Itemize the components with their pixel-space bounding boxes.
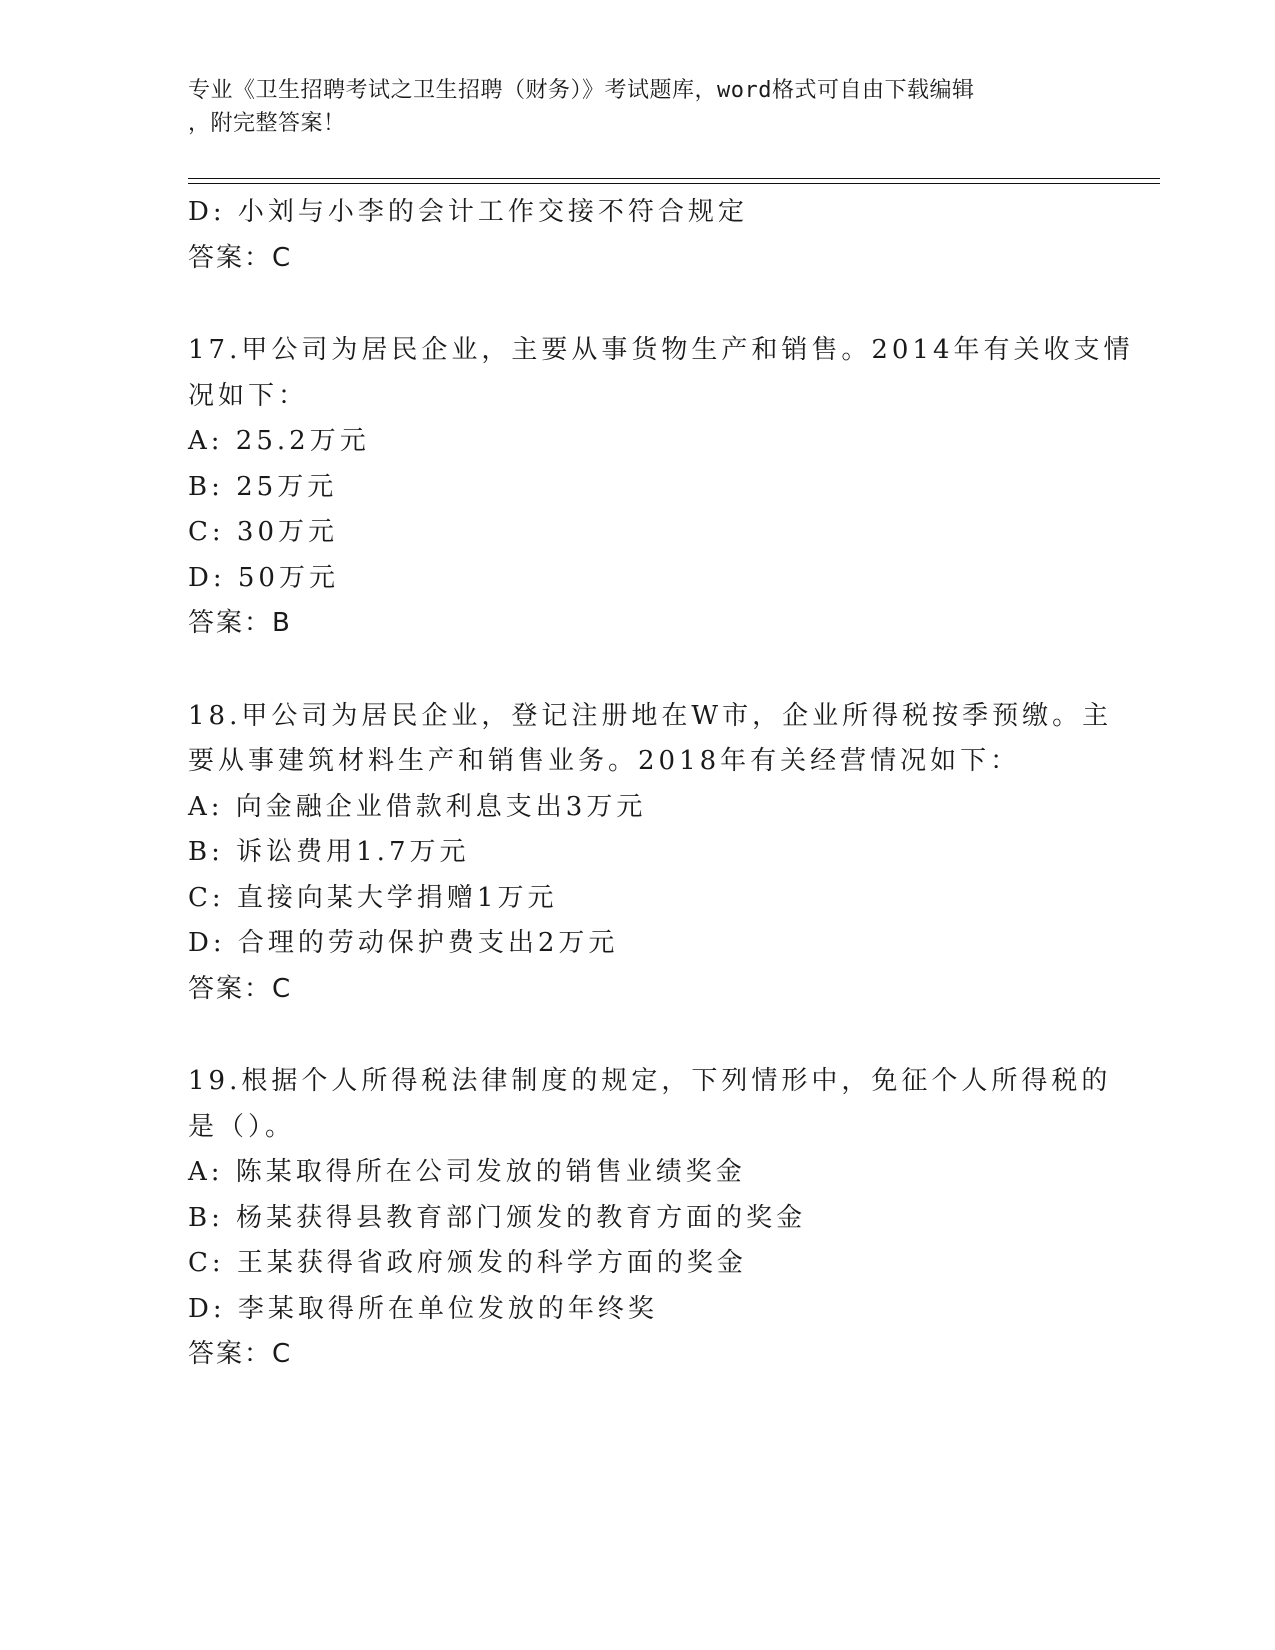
- option-a: A: 25.2万元: [188, 426, 370, 456]
- header-divider-bottom: [188, 183, 1160, 184]
- option-c: C: 30万元: [188, 517, 339, 547]
- question-19: [188, 1059, 1112, 1378]
- option-a: A: 向金融企业借款利息支出3万元: [188, 791, 647, 822]
- question-stem-line-1: 17.甲公司为居民企业，主要从事货物生产和销售。2014年有关收支情: [188, 335, 1134, 365]
- option-b: B: 诉讼费用1.7万元: [188, 837, 470, 867]
- option-d: D: 李某取得所在单位发放的年终奖: [188, 1293, 658, 1324]
- option-a: A: 陈某取得所在公司发放的销售业绩奖金: [188, 1157, 746, 1187]
- question-stem-line-2: 要从事建筑材料生产和销售业务。2018年有关经营情况如下：: [188, 746, 1021, 776]
- spacer: [188, 1012, 1088, 1059]
- header-divider-top: [188, 178, 1160, 179]
- option-d: D: 50万元: [188, 562, 339, 593]
- option-c: C: 王某获得省政府颁发的科学方面的奖金: [188, 1248, 747, 1278]
- question-stem-line-2: 是（）。: [188, 1111, 296, 1142]
- question-18: [188, 694, 1113, 1013]
- question-stem-line-2: 况如下：: [188, 380, 309, 411]
- spacer: [188, 281, 1088, 328]
- prev-question-answer: 答案：C: [188, 242, 293, 273]
- option-b: B: 25万元: [188, 471, 338, 502]
- prev-question-option-d: D: 小刘与小李的会计工作交接不符合规定: [188, 197, 748, 227]
- answer: 答案：C: [188, 1339, 293, 1369]
- question-17: [188, 328, 1134, 647]
- option-c: C: 直接向某大学捐赠1万元: [188, 882, 558, 913]
- question-stem-line-1: 19.根据个人所得税法律制度的规定，下列情形中，免征个人所得税的: [188, 1066, 1112, 1096]
- header-line-2: ，附完整答案！: [188, 111, 346, 136]
- option-b: B: 杨某获得县教育部门颁发的教育方面的奖金: [188, 1202, 807, 1233]
- option-d: D: 合理的劳动保护费支出2万元: [188, 928, 619, 958]
- question-stem-line-1: 18.甲公司为居民企业，登记注册地在W市，企业所得税按季预缴。主: [188, 700, 1113, 731]
- spacer: [188, 647, 1088, 694]
- document-header: [188, 74, 1088, 140]
- header-line-1: 专业《卫生招聘考试之卫生招聘（财务）》考试题库，word格式可自由下载编辑: [188, 78, 975, 103]
- answer: 答案：C: [188, 973, 293, 1004]
- answer: 答案：B: [188, 608, 292, 638]
- question-content: [188, 190, 1134, 1378]
